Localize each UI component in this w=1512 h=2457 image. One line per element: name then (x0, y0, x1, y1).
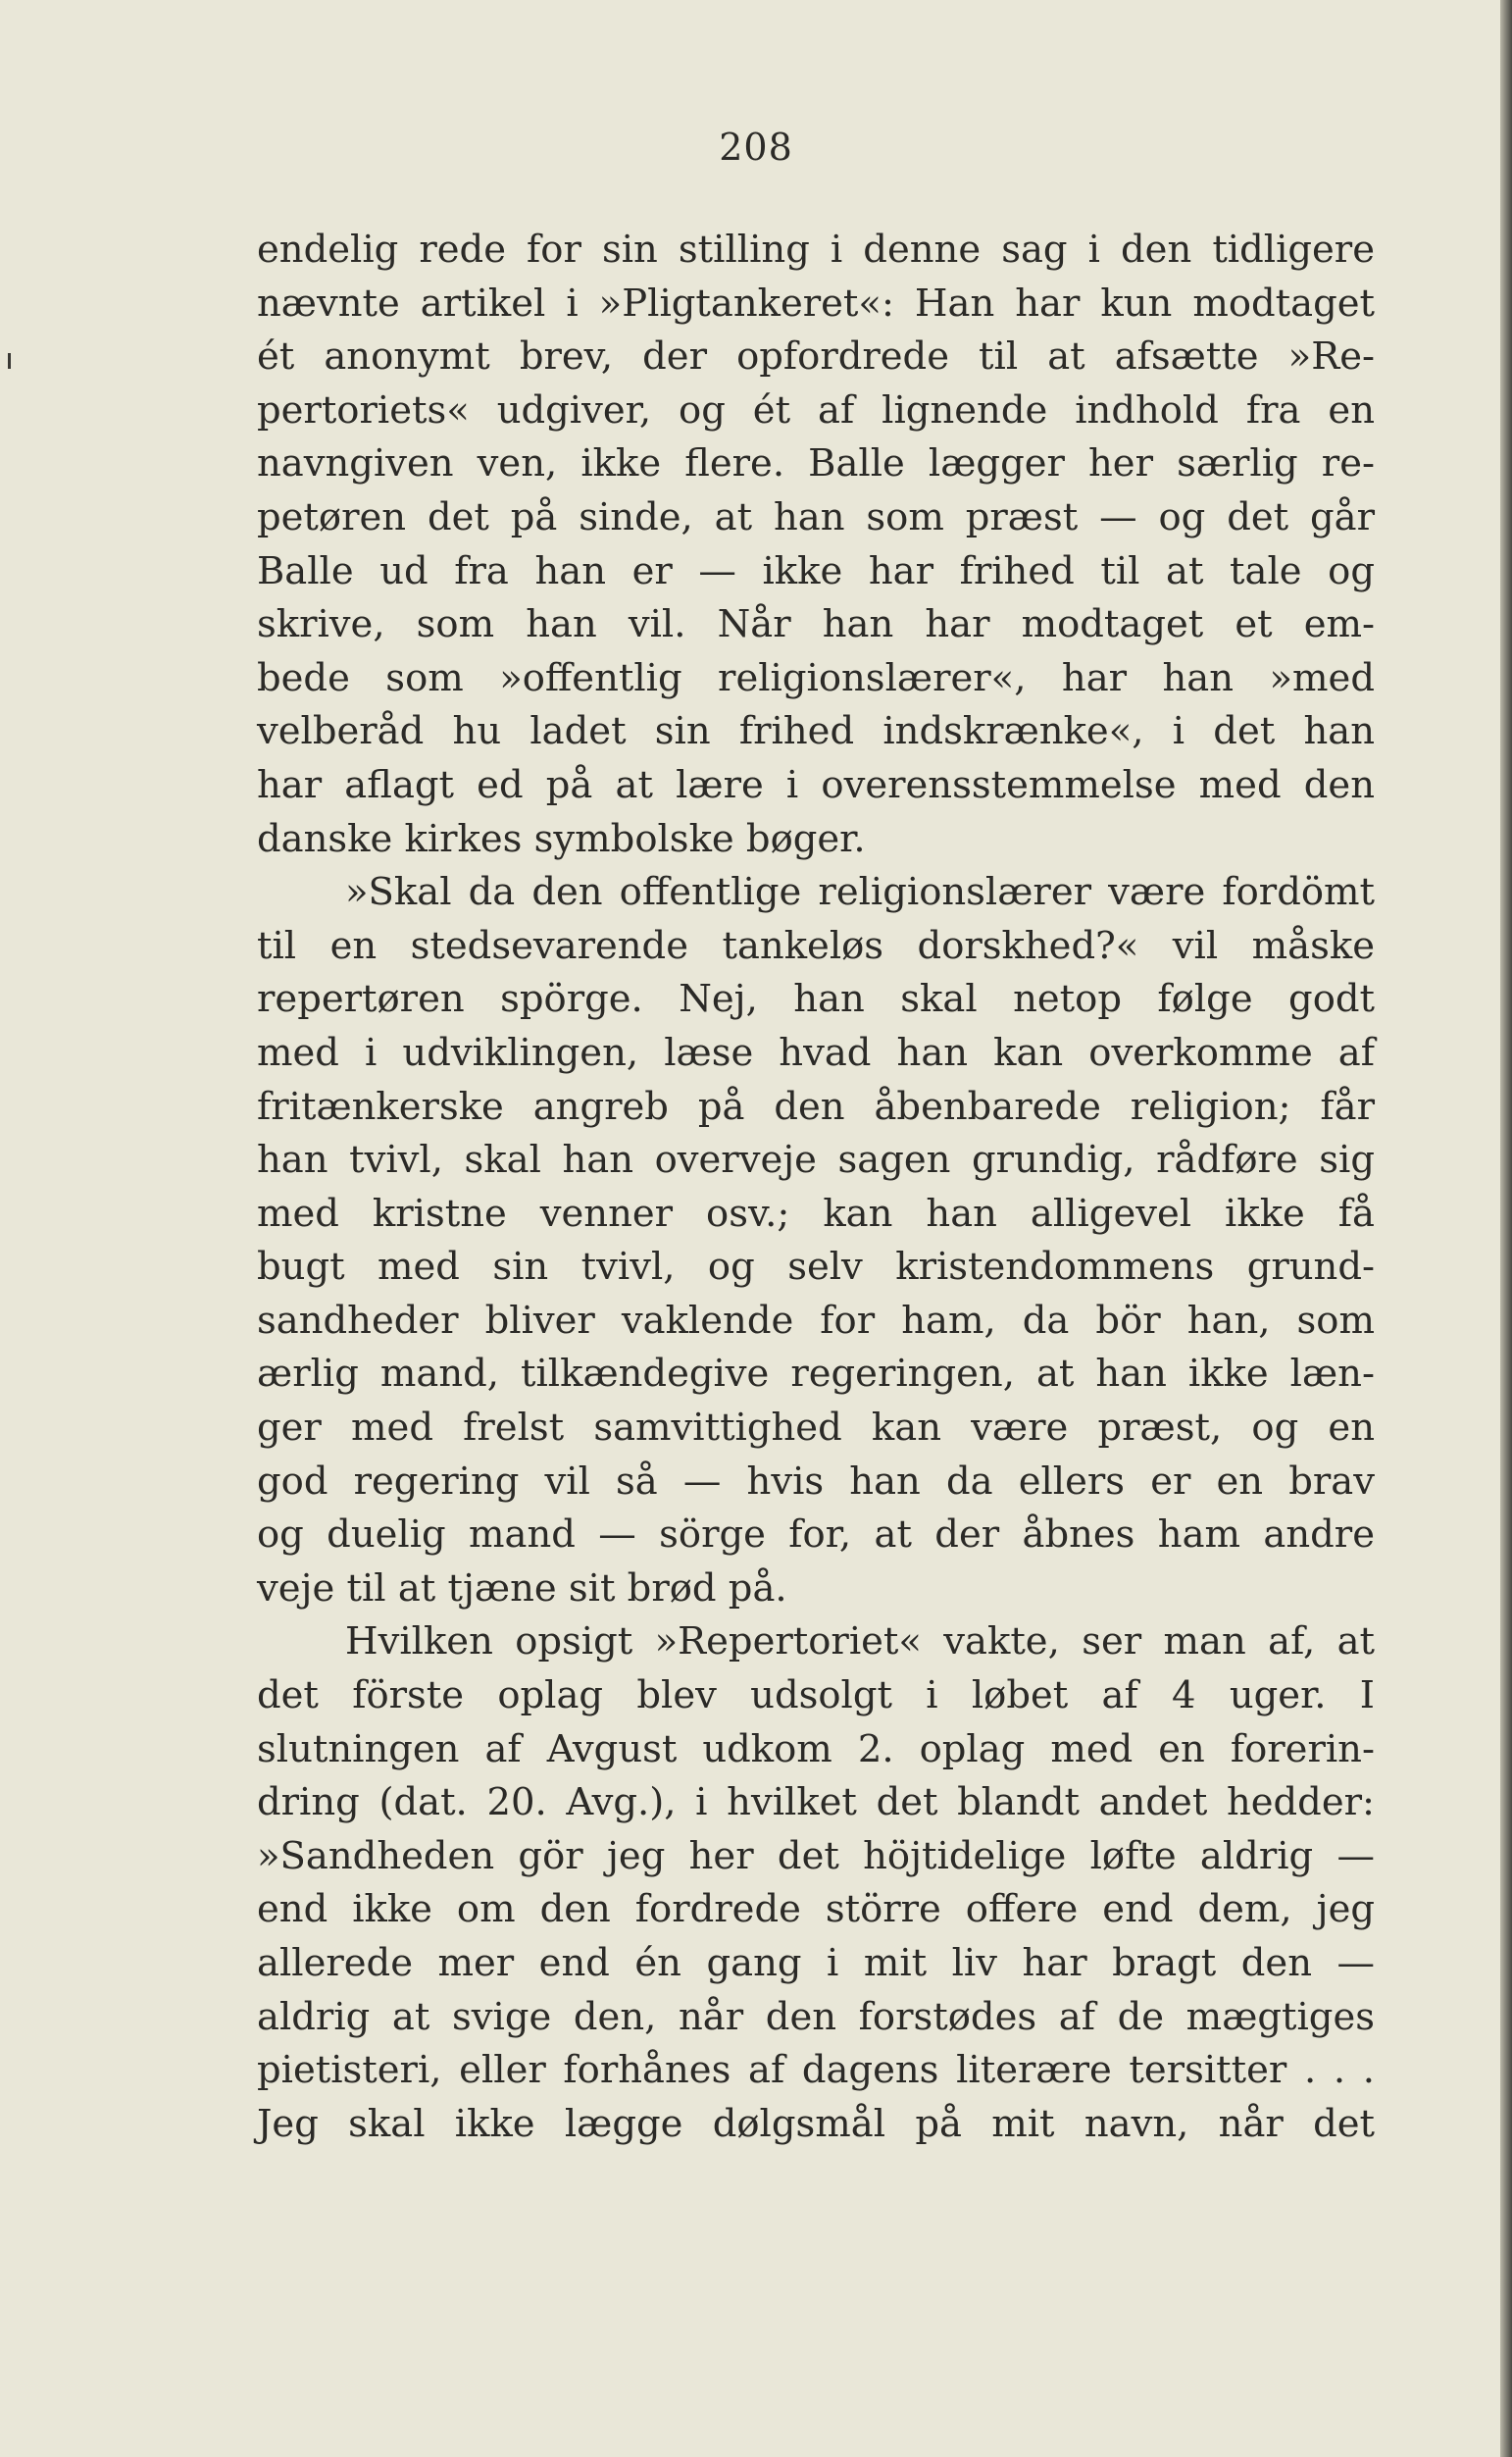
text-line: og duelig mand — sörge for, at der åbnes ham andre (257, 1512, 1375, 1558)
text-line: end ikke om den fordrede större offere end dem, jeg (257, 1887, 1375, 1932)
text-line: bugt med sin tvivl, og selv kristendommens grund- (257, 1245, 1375, 1290)
text-line: til en stedsevarende tankeløs dorskhed?« vil måske (257, 923, 1375, 968)
text-line: god regering vil så — hvis han da ellers er en brav (257, 1459, 1375, 1504)
text-line: »Skal da den offentlige religionslærer være fordömt (345, 870, 1375, 915)
text-line: bede som »offentlig religionslærer«, har han »med (257, 655, 1375, 700)
text-line: det förste oplag blev udsolgt i løbet af 4 uger. I (257, 1673, 1375, 1718)
text-line: navngiven ven, ikke flere. Balle lægger her særlig re- (257, 441, 1375, 486)
text-line: ærlig mand, tilkændegive regeringen, at han ikke læn- (257, 1352, 1375, 1397)
text-line: petøren det på sinde, at han som præst — og det går (257, 494, 1375, 539)
text-line: repertøren spörge. Nej, han skal netop følge godt (257, 977, 1375, 1022)
text-line: Hvilken opsigt »Repertoriet« vakte, ser man af, at (345, 1619, 1375, 1664)
page-edge-shadow (1500, 0, 1512, 2457)
text-line: med kristne venner osv.; kan han alligevel ikke få (257, 1191, 1375, 1236)
text-line: danske kirkes symbolske bøger. (257, 816, 866, 861)
text-line: han tvivl, skal han overveje sagen grundig, rådføre sig (257, 1138, 1375, 1183)
text-line: fritænkerske angreb på den åbenbarede religion; får (257, 1084, 1375, 1129)
page-number: 208 (719, 126, 793, 169)
text-line: allerede mer end én gang i mit liv har bragt den — (257, 1941, 1375, 1985)
text-line: sandheder bliver vaklende for ham, da bör han, som (257, 1298, 1375, 1343)
margin-mark (8, 353, 11, 369)
body-text (257, 224, 1375, 2151)
text-line: skrive, som han vil. Når han har modtaget et em- (257, 602, 1375, 647)
text-line: endelig rede for sin stilling i denne sag i den tidligere (257, 228, 1375, 272)
text-line: nævnte artikel i »Pligtankeret«: Han har kun modtaget (257, 281, 1375, 326)
text-line: Balle ud fra han er — ikke har frihed til at tale og (257, 548, 1375, 593)
text-line: har aflagt ed på at lære i overensstemmelse med den (257, 762, 1375, 807)
text-line: pertoriets« udgiver, og ét af lignende indhold fra en (257, 387, 1375, 433)
text-line: veje til at tjæne sit brød på. (257, 1565, 787, 1611)
text-line: med i udviklingen, læse hvad han kan overkomme af (257, 1030, 1375, 1075)
text-line: slutningen af Avgust udkom 2. oplag med en forerin- (257, 1726, 1375, 1771)
text-line: dring (dat. 20. Avg.), i hvilket det blandt andet hedder: (257, 1780, 1375, 1825)
text-line: ét anonymt brev, der opfordrede til at afsætte »Re- (257, 334, 1375, 380)
text-line: pietisteri, eller forhånes af dagens literære tersitter . . . (257, 2048, 1375, 2093)
text-line: velberåd hu ladet sin frihed indskrænke«, i det han (257, 709, 1375, 754)
text-line: ger med frelst samvittighed kan være præst, og en (257, 1406, 1375, 1451)
text-line: »Sandheden gör jeg her det höjtidelige løfte aldrig — (257, 1833, 1375, 1878)
text-line: Jeg skal ikke lægge dølgsmål på mit navn, når det (257, 2101, 1375, 2146)
text-line: aldrig at svige den, når den forstødes af de mægtiges (257, 1994, 1375, 2039)
